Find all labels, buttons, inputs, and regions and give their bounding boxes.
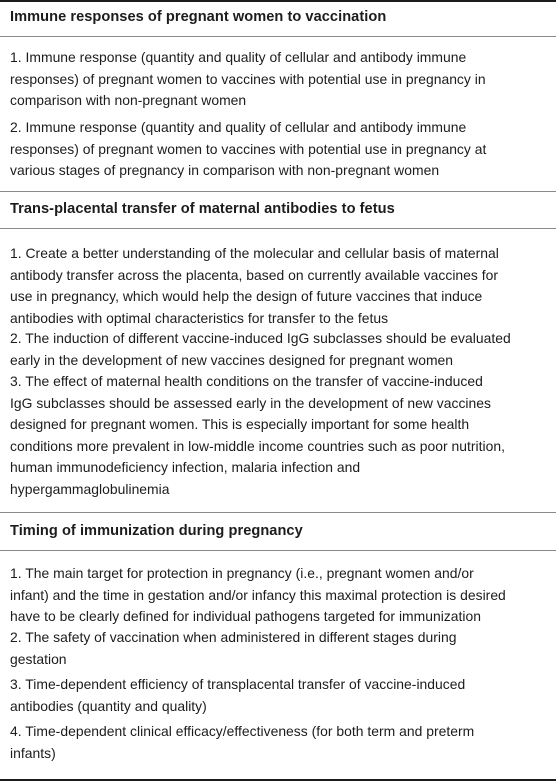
item-line: comparison with non-pregnant women [10,92,247,108]
list-item [10,243,550,329]
section-1-divider [0,36,556,37]
item-line: 4. Time-dependent clinical efficacy/effectiveness (for both term and preterm [10,723,475,739]
item-line: IgG subclasses should be assessed early in the development of new vaccines [10,394,491,411]
item-line: responses) of pregnant women to vaccines with potential use in pregnancy in [10,70,486,87]
section-3-divider [0,550,556,551]
item-line: gestation [10,650,67,667]
table-bottom-rule [0,779,556,781]
item-line: antibodies with optimal characteristics for transfer to the fetus [10,309,389,326]
item-line: 1. Immune response (quantity and quality of cellular and antibody immune [10,49,467,65]
item-line: 2. Immune response (quantity and quality of cellular and antibody immune [10,119,467,135]
item-line: antibody transfer across the placenta, based on currently available vaccines for [10,266,499,283]
item-line: early in the development of new vaccines designed for pregnant women [10,351,454,368]
item-line: infant) and the time in gestation and/or infancy this maximal protection is desired [10,586,506,603]
section-heading: Timing of immunization during pregnancy [10,523,303,539]
table-top-rule [0,0,556,2]
item-line: various stages of pregnancy in comparison with non-pregnant women [10,162,440,178]
item-line: antibodies (quantity and quality) [10,697,207,714]
item-line: 1. Create a better understanding of the molecular and cellular basis of maternal [10,245,499,261]
list-item [10,117,550,182]
item-line: designed for pregnant women. This is especially important for some health [10,416,470,432]
item-line: use in pregnancy, which would help the design of future vaccines that induce [10,288,483,304]
list-item [10,721,550,764]
item-line: 2. The induction of different vaccine-induced IgG subclasses should be evaluated [10,330,511,346]
list-item [10,674,550,717]
item-line: 3. The effect of maternal health conditions on the transfer of vaccine-induced [10,373,483,389]
list-item [10,371,550,500]
item-line: 2. The safety of vaccination when administered in different stages during [10,629,457,645]
list-item [10,47,550,112]
item-line: infants) [10,744,56,761]
item-line: 3. Time-dependent efficiency of transplacental transfer of vaccine-induced [10,676,466,692]
item-line: hypergammaglobulinemia [10,480,170,497]
item-line: conditions more prevalent in low-middle income countries such as poor nutrition, [10,437,505,454]
item-line: have to be clearly defined for individual pathogens targeted for immunization [10,608,482,624]
section-divider [0,512,556,513]
list-item [10,328,550,371]
section-2-divider [0,228,556,229]
section-divider [0,191,556,192]
list-item [10,563,550,628]
list-item [10,627,550,670]
item-line: 1. The main target for protection in pregnancy (i.e., pregnant women and/or [10,565,474,581]
item-line: responses) of pregnant women to vaccines with potential use in pregnancy at [10,140,487,157]
section-heading: Trans-placental transfer of maternal antibodies to fetus [10,201,395,217]
section-heading: Immune responses of pregnant women to vaccination [10,9,387,25]
item-line: human immunodeficiency infection, malaria infection and [10,459,361,475]
